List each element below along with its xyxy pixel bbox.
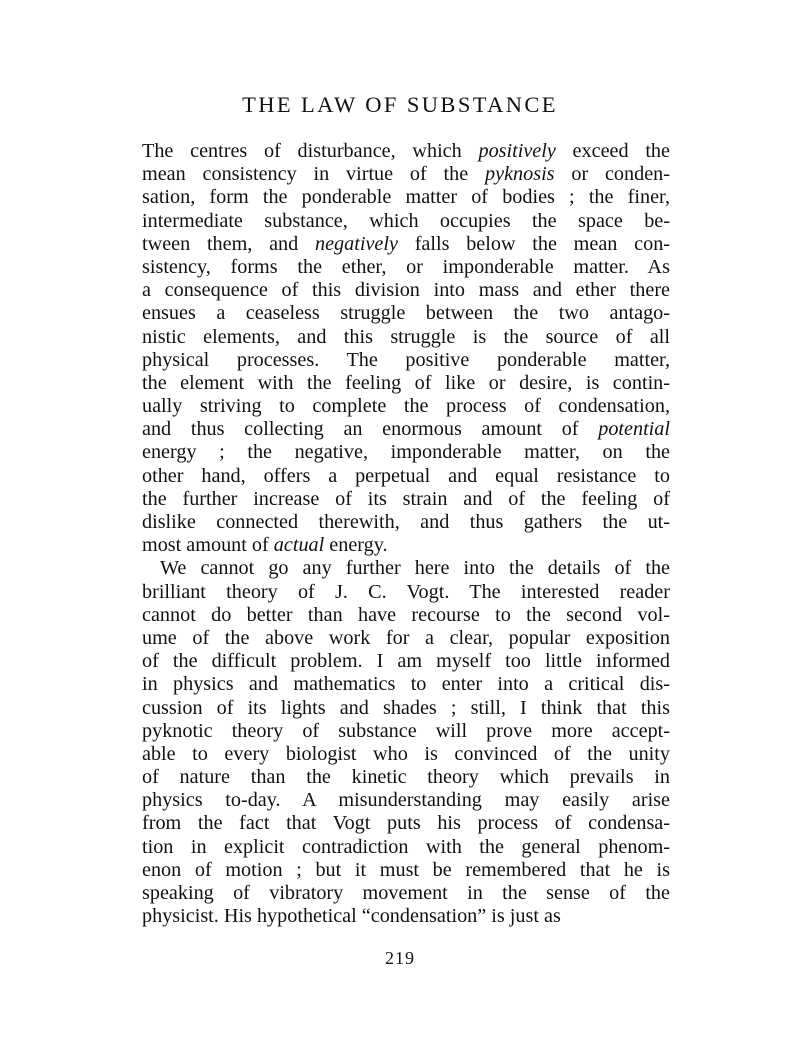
text-line (142, 766, 670, 789)
text-run: of the difficult problem. I am myself too little informed (142, 650, 670, 673)
text-line (142, 418, 670, 441)
text-run: enon of motion ; but it must be remembered that he is (142, 858, 670, 881)
text-run: nistic elements, and this struggle is the source of all (142, 325, 670, 348)
text-line (142, 905, 670, 928)
text-run: energy ; the negative, imponderable matter, on the (142, 441, 670, 464)
text-line (142, 163, 670, 186)
text-line (142, 557, 670, 580)
text-run: intermediate substance, which occupies the space be- (142, 209, 670, 232)
text-run: mean consistency in virtue of the (142, 163, 486, 186)
text-line (142, 836, 670, 859)
text-line (142, 650, 670, 673)
text-line (142, 302, 670, 325)
text-line (142, 326, 670, 349)
text-run: most amount of (142, 534, 274, 557)
text-line (142, 465, 670, 488)
text-run: physical processes. The positive ponderable matter, (142, 348, 670, 371)
text-run: sistency, forms the ether, or imponderable matter. As (142, 255, 670, 278)
text-line (142, 279, 670, 302)
text-run: physicist. His hypothetical “condensation” is just as (142, 905, 561, 928)
page-number: 219 (385, 948, 415, 968)
text-run: ensues a ceaseless struggle between the two antago- (142, 302, 670, 325)
italic-term: pyknosis (485, 163, 555, 186)
text-line (142, 140, 670, 163)
italic-term: negatively (315, 232, 398, 255)
paragraph (142, 557, 670, 928)
text-line (142, 441, 670, 464)
text-run: energy. (324, 534, 388, 557)
text-run: tween them, and (142, 232, 315, 255)
italic-term: positively (478, 140, 556, 162)
text-run: pyknotic theory of substance will prove more accept- (142, 719, 670, 742)
text-line (142, 859, 670, 882)
text-run: physics to-day. A misunderstanding may easily arise (142, 789, 670, 812)
text-run: of nature than the kinetic theory which prevails in (142, 766, 670, 789)
text-run: sation, form the ponderable matter of bodies ; the finer, (142, 186, 670, 209)
text-run: or conden- (554, 163, 670, 186)
text-run: brilliant theory of J. C. Vogt. The interested reader (142, 580, 670, 603)
text-line (142, 720, 670, 743)
text-run: the element with the feeling of like or desire, is contin- (142, 371, 670, 394)
text-line (142, 697, 670, 720)
text-run: ume of the above work for a clear, popular exposition (142, 626, 670, 649)
italic-term: actual (273, 534, 325, 557)
text-run: speaking of vibratory movement in the sense of the (142, 882, 670, 904)
text-line (142, 789, 670, 812)
text-run: and thus collecting an enormous amount of (142, 418, 599, 441)
text-run: exceed the (555, 140, 670, 162)
text-run: other hand, offers a perpetual and equal resistance to (142, 464, 670, 487)
text-run: The centres of disturbance, which (142, 140, 479, 162)
text-line (142, 349, 670, 372)
text-line (142, 488, 670, 511)
text-line (142, 534, 670, 557)
text-line (142, 812, 670, 835)
text-run: cannot do better than have recourse to the second vol- (142, 603, 670, 626)
text-line (142, 581, 670, 604)
text-line (142, 395, 670, 418)
text-line (142, 627, 670, 650)
italic-term: potential (598, 418, 670, 441)
text-run: in physics and mathematics to enter into a critical dis- (142, 673, 670, 696)
paragraph (142, 140, 670, 557)
text-run: from the fact that Vogt puts his process of condensa- (142, 812, 670, 835)
text-line (142, 372, 670, 395)
text-run: falls below the mean con- (397, 232, 671, 255)
text-run: We cannot go any further here into the details of the (160, 557, 670, 580)
text-line (142, 604, 670, 627)
text-run: able to every biologist who is convinced of the unity (142, 742, 670, 765)
text-run: dislike connected therewith, and thus gathers the ut- (142, 511, 670, 533)
text-run: the further increase of its strain and of the feeling of (142, 487, 670, 510)
text-line (142, 256, 670, 279)
text-line (142, 233, 670, 256)
text-line (142, 882, 670, 905)
text-line (142, 210, 670, 233)
text-line (142, 511, 670, 534)
text-run: cussion of its lights and shades ; still, I think that this (142, 696, 670, 719)
running-head: THE LAW OF SUBSTANCE (242, 92, 558, 117)
text-run: ually striving to complete the process of condensation, (142, 395, 670, 418)
body-text (142, 140, 670, 928)
text-line (142, 186, 670, 209)
text-line (142, 743, 670, 766)
text-run: a consequence of this division into mass and ether there (142, 279, 670, 302)
text-line (142, 673, 670, 696)
text-run: tion in explicit contradiction with the general phenom- (142, 835, 670, 858)
